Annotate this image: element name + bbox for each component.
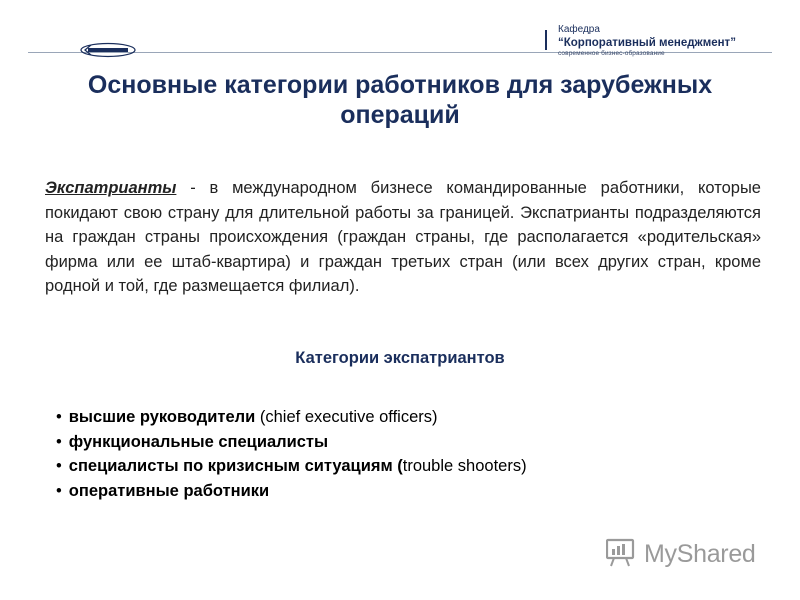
myshared-watermark (606, 536, 776, 572)
department-subtitle: современное бизнес-образование (558, 50, 665, 57)
categories-list (56, 405, 527, 503)
header-separator (545, 30, 547, 50)
category-name: специалисты по кризисным ситуациям ( (68, 457, 403, 475)
bullet: • (56, 408, 62, 426)
department-name: “Корпоративный менеджмент” (558, 37, 736, 49)
definition-term: Экспатрианты (45, 179, 177, 197)
list-item (56, 405, 527, 430)
categories-title: Категории экспатриантов (295, 349, 505, 367)
category-name: оперативные работники (68, 481, 270, 500)
bullet: • (56, 432, 62, 451)
watermark-text: MyShared (644, 540, 756, 568)
myshared-logo-icon (606, 538, 638, 568)
expatriate-definition (45, 176, 761, 299)
list-item (56, 454, 527, 479)
department-label: Кафедра (558, 24, 600, 35)
category-name: функциональные специалисты (68, 432, 329, 451)
category-note: trouble shooters) (402, 457, 527, 475)
bullet: • (56, 457, 62, 475)
definition-text: - в международном бизнесе командированные работники, которые покидают свою страну для длительной работы за границей. Экспатрианты подразделяются на граждан страны происхождения (граждан страны, где располагается «родительская» фирма или ее штаб-квартира) и граждан третьих стран (или всех других стран, кроме родной и той, где размещается филиал). (45, 179, 761, 295)
university-logo-icon (78, 42, 138, 58)
bullet: • (56, 481, 62, 500)
category-name: высшие руководители (68, 408, 256, 426)
list-item (56, 430, 527, 455)
department-block (558, 24, 788, 58)
slide-title: Основные категории работников для зарубежных операций (87, 71, 713, 129)
category-note: (chief executive officers) (255, 408, 438, 426)
list-item (56, 479, 527, 504)
